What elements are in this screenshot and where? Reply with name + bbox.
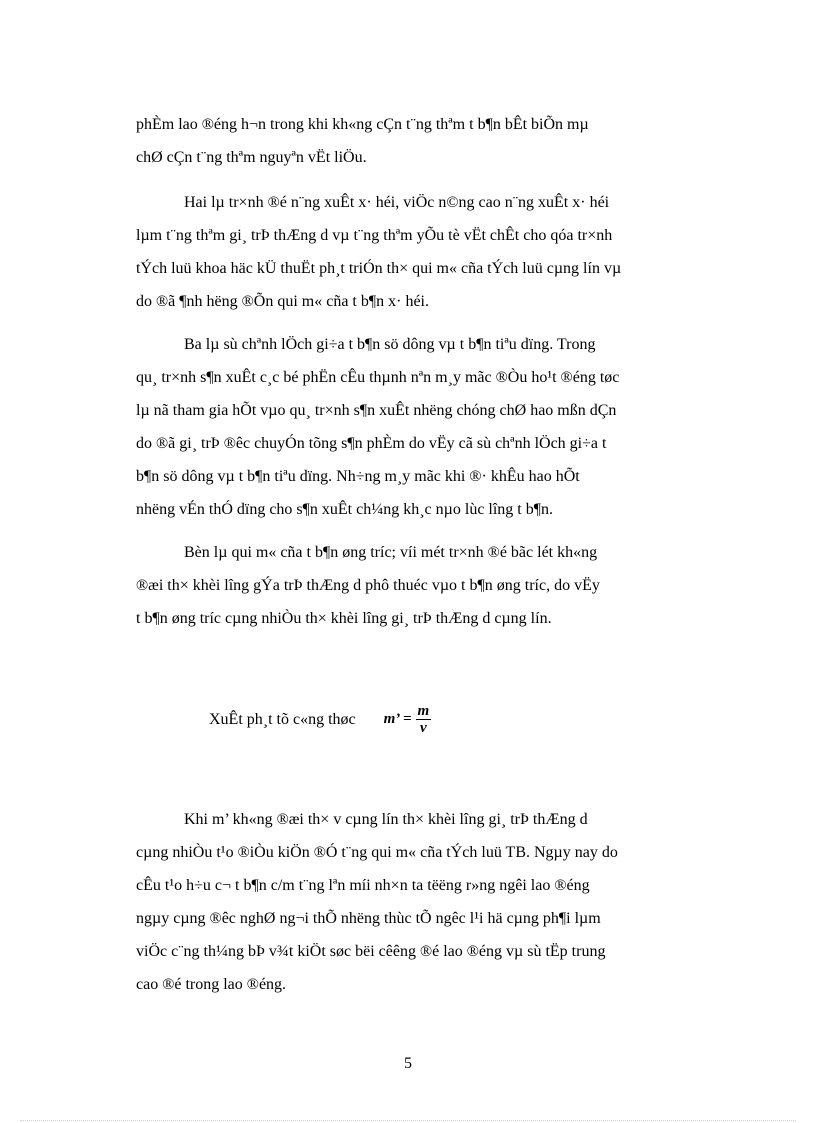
text-line: tÝch luü khoa häc kÜ thuËt ph¸t triÓn th× qui m« cña tÝch luü cµng lín vµ [136, 260, 622, 277]
text-line: lµ nã tham gia hÕt vµo qu¸ tr×nh s¶n xuÊt nhëng chóng chØ hao mßn dÇn [136, 402, 617, 419]
text-line: viÖc c¨ng th¼ng bÞ v¾t kiÖt søc bëi cêêng ®é lao ®éng vµ sù tËp trung [136, 943, 606, 960]
text-line: Bèn lµ qui m« cña t b¶n øng tríc; víi mét tr×nh ®é bãc lét kh«ng [184, 544, 598, 561]
text-line: phÈm lao ®éng h¬n trong khi kh«ng cÇn t¨ng thªm t b¶n bÊt biÕn mµ [136, 116, 589, 133]
fraction-denominator: v [420, 720, 427, 736]
paragraph-1 [136, 108, 720, 174]
text-line: Khi m’ kh«ng ®æi th× v cµng lín th× khèi lîng gi¸ trÞ thÆng d [184, 811, 588, 828]
formula-equation [384, 703, 432, 736]
text-line: ngµy cµng ®êc nghØ ng¬i thÕ nhëng thùc tÕ ngêc l¹i hä cµng ph¶i lµm [136, 910, 601, 927]
text-line: lµm t¨ng thªm gi¸ trÞ thÆng d vµ t¨ng thªm yÕu tè vËt chÊt cho qóa tr×nh [136, 227, 613, 244]
text-line: chØ cÇn t¨ng thªm nguyªn vËt liÖu. [136, 149, 367, 166]
page-number: 5 [404, 1055, 412, 1072]
text-line: nhëng vÉn thÓ dïng cho s¶n xuÊt ch¼ng kh¸c nµo lùc lîng t b¶n. [136, 501, 553, 518]
text-line: t b¶n øng tríc cµng nhiÒu th× khèi lîng gi¸ trÞ thÆng d cµng lín. [136, 610, 552, 627]
text-line: b¶n sö dông vµ t b¶n tiªu dïng. Nh÷ng m¸y mãc khi ®· khÊu hao hÕt [136, 468, 580, 485]
page-bottom-divider [20, 1120, 796, 1121]
formula-line [209, 703, 431, 736]
text-line: ®æi th× khèi lîng gÝa trÞ thÆng d phô thuéc vµo t b¶n øng tríc, do vËy [136, 577, 600, 594]
paragraph-2 [136, 186, 720, 318]
paragraph-5 [136, 803, 720, 1001]
formula-lhs: m’ = [383, 711, 412, 727]
formula-text: XuÊt ph¸t tõ c«ng thøc [209, 710, 356, 728]
text-line: do ®ã gi¸ trÞ ®êc chuyÓn tõng s¶n phÈm do vËy cã sù chªnh lÖch gi÷a t [136, 435, 607, 452]
paragraph-3 [136, 328, 720, 526]
text-line: Hai lµ tr×nh ®é n¨ng xuÊt x· héi, viÖc n©ng cao n¨ng xuÊt x· héi [184, 194, 610, 211]
text-line: cÊu t¹o h÷u c¬ t b¶n c/m t¨ng lªn míi nh×n ta tëëng r»ng ngêi lao ®éng [136, 877, 590, 894]
text-line: qu¸ tr×nh s¶n xuÊt c¸c bé phËn cÊu thµnh nªn m¸y mãc ®Òu ho¹t ®éng tøc [136, 369, 620, 386]
fraction [416, 703, 432, 736]
text-line: do ®ã ¶nh hëng ®Õn qui m« cña t b¶n x· héi. [136, 293, 429, 310]
text-line: Ba lµ sù chªnh lÖch gi÷a t b¶n sö dông vµ t b¶n tiªu dïng. Trong [184, 336, 596, 353]
fraction-numerator: m [417, 703, 430, 719]
text-line: cao ®é trong lao ®éng. [136, 976, 287, 993]
text-line: cµng nhiÒu t¹o ®iÒu kiÖn ®Ó t¨ng qui m« cña tÝch luü TB. Ngµy nay do [136, 844, 618, 861]
paragraph-4 [136, 536, 720, 635]
